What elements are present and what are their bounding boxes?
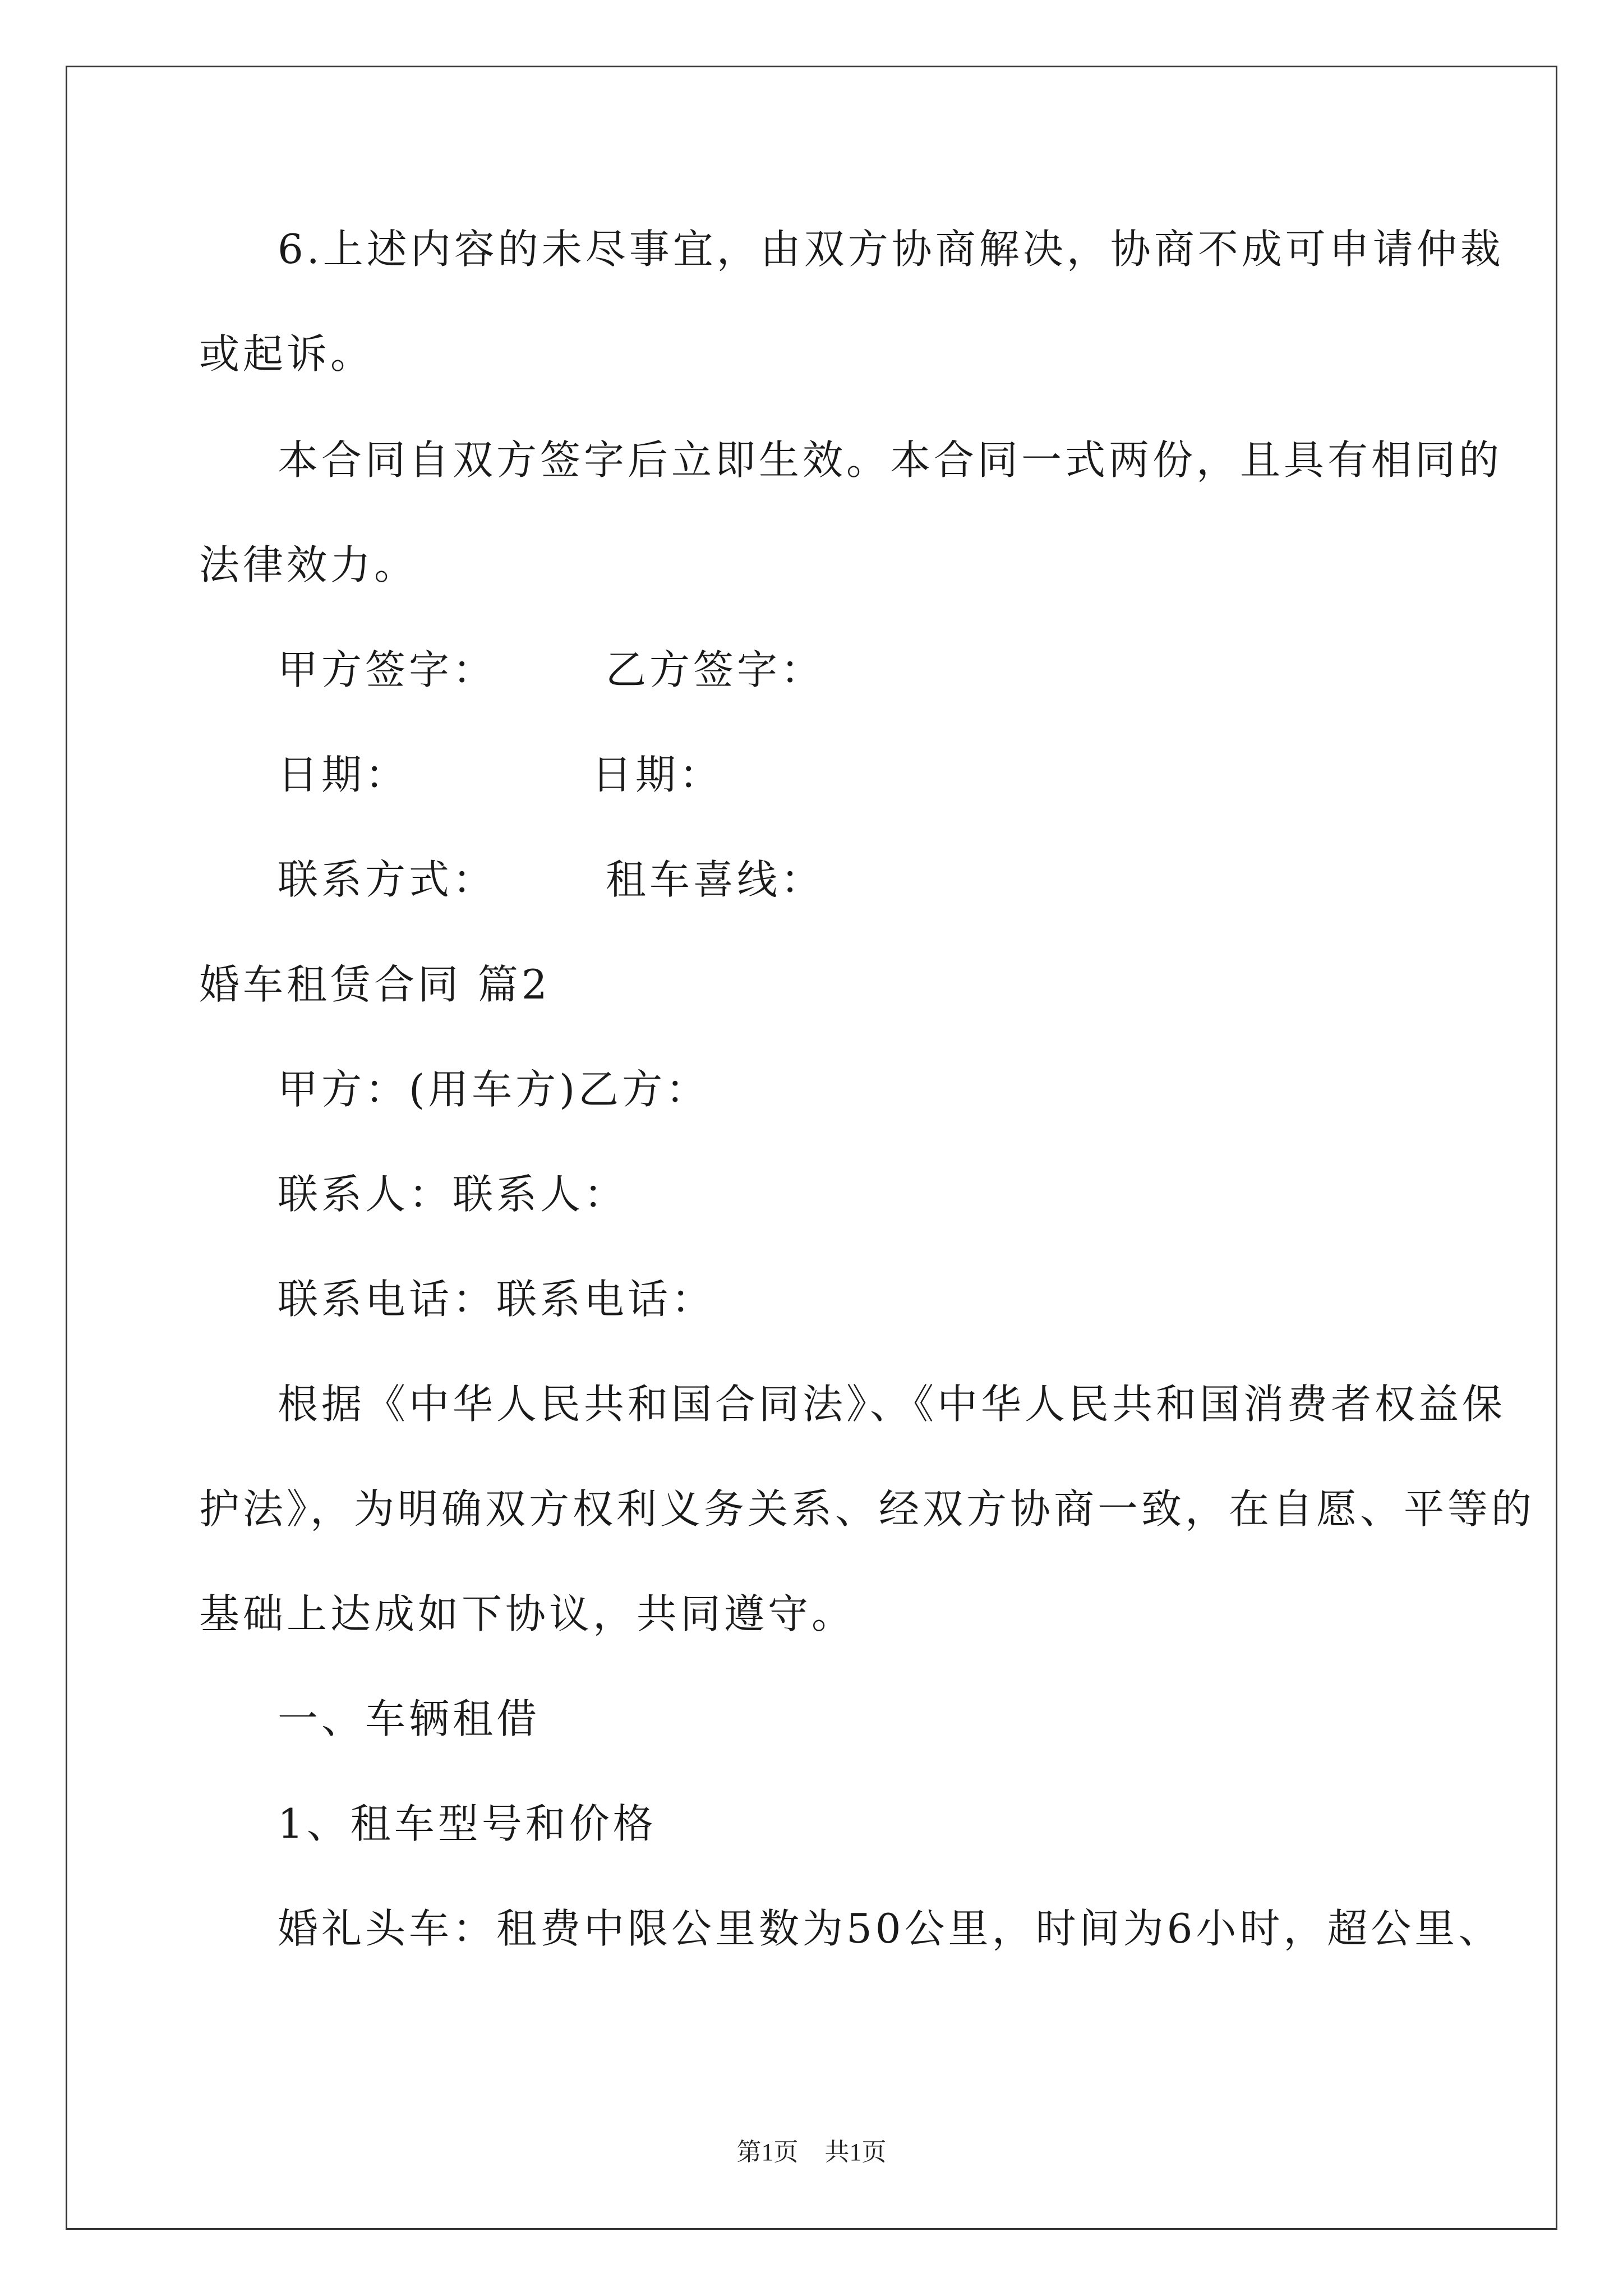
paragraph-line: 或起诉。 [199, 330, 375, 378]
paragraph-line: 法律效力。 [199, 541, 418, 588]
contact-label-left: 联系方式： [278, 856, 497, 903]
date-label-right: 日期： [592, 751, 723, 798]
page-footer [0, 2132, 1623, 2168]
paragraph-line: 本合同自双方签字后立即生效。本合同一式两份，且具有相同的 [278, 436, 1503, 484]
paragraph-line: 护法》，为明确双方权利义务关系、经双方协商一致，在自愿、平等的 [199, 1485, 1536, 1533]
section-title: 婚车租赁合同 篇2 [199, 961, 551, 1008]
hotline-label-right: 租车喜线： [606, 856, 825, 903]
page-number: 第1页 [736, 2138, 799, 2166]
paragraph-line: 根据《中华人民共和国合同法》、《中华人民共和国消费者权益保 [278, 1381, 1506, 1428]
price-line: 婚礼头车：租费中限公里数为50公里，时间为6小时，超公里、 [278, 1905, 1502, 1952]
party-line: 甲方：(用车方)乙方： [278, 1066, 710, 1113]
paragraph-line: 基础上达成如下协议，共同遵守。 [199, 1590, 856, 1637]
contact-phone-line: 联系电话：联系电话： [278, 1276, 716, 1323]
subclause-heading: 1、租车型号和价格 [278, 1800, 657, 1847]
page-total: 共1页 [824, 2138, 887, 2166]
contact-person-line: 联系人：联系人： [278, 1171, 628, 1218]
signature-label-left: 甲方签字： [278, 646, 497, 693]
clause-heading: 一、车辆租借 [278, 1695, 541, 1742]
paragraph-line: 6.上述内容的未尽事宜，由双方协商解决，协商不成可申请仲裁 [278, 226, 1504, 273]
date-label-left: 日期： [278, 751, 409, 798]
signature-label-right: 乙方签字： [606, 646, 825, 693]
